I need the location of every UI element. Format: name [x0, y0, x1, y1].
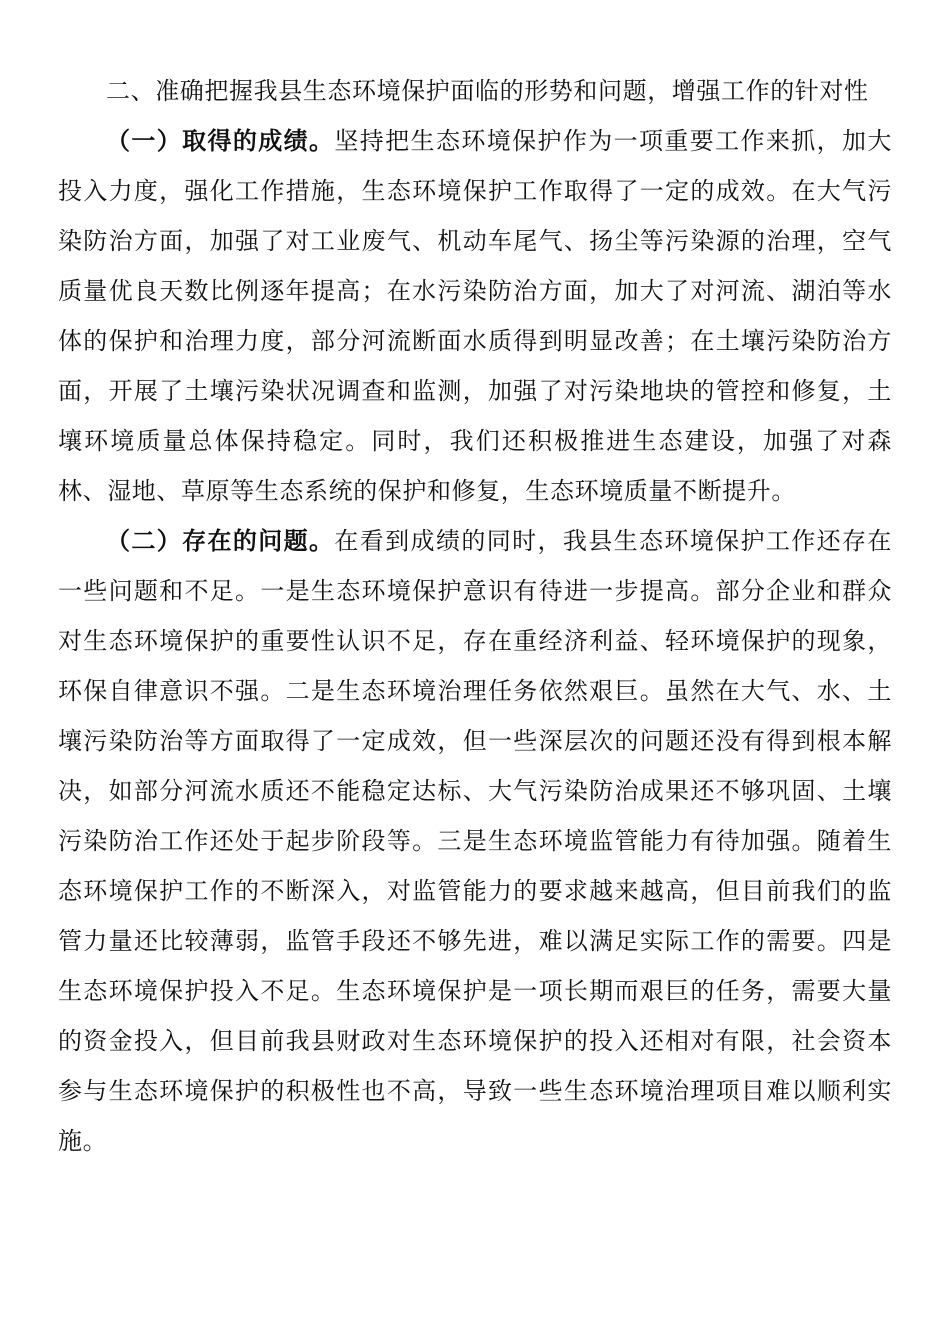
paragraph-achievements — [58, 116, 892, 516]
paragraph-problems — [58, 516, 892, 1166]
document-page — [58, 66, 892, 1166]
subheading-problems: （二）存在的问题。 — [106, 527, 335, 555]
paragraph-achievements-body: 坚持把生态环境保护作为一项重要工作来抓，加大投入力度，强化工作措施，生态环境保护工作取得了一定的成效。在大气污染防治方面，加强了对工业废气、机动车尾气、扬尘等污染源的治理，空气质量优良天数比例逐年提高；在水污染防治方面，加大了对河流、湖泊等水体的保护和治理力度，部分河流断面水质得到明显改善；在土壤污染防治方面，开展了土壤污染状况调查和监测，加强了对污染地块的管控和修复，土壤环境质量总体保持稳定。同时，我们还积极推进生态建设，加强了对森林、湿地、草原等生态系统的保护和修复，生态环境质量不断提升。 — [58, 127, 892, 505]
paragraph-problems-body: 在看到成绩的同时，我县生态环境保护工作还存在一些问题和不足。一是生态环境保护意识有待进一步提高。部分企业和群众对生态环境保护的重要性认识不足，存在重经济利益、轻环境保护的现象，环保自律意识不强。二是生态环境治理任务依然艰巨。虽然在大气、水、土壤污染防治等方面取得了一定成效，但一些深层次的问题还没有得到根本解决，如部分河流水质还不能稳定达标、大气污染防治成果还不够巩固、土壤污染防治工作还处于起步阶段等。三是生态环境监管能力有待加强。随着生态环境保护工作的不断深入，对监管能力的要求越来越高，但目前我们的监管力量还比较薄弱，监管手段还不够先进，难以满足实际工作的需要。四是生态环境保护投入不足。生态环境保护是一项长期而艰巨的任务，需要大量的资金投入，但目前我县财政对生态环境保护的投入还相对有限，社会资本参与生态环境保护的积极性也不高，导致一些生态环境治理项目难以顺利实施。 — [58, 527, 892, 1155]
subheading-achievements: （一）取得的成绩。 — [106, 127, 335, 155]
section-title: 二、准确把握我县生态环境保护面临的形势和问题，增强工作的针对性 — [106, 77, 869, 105]
